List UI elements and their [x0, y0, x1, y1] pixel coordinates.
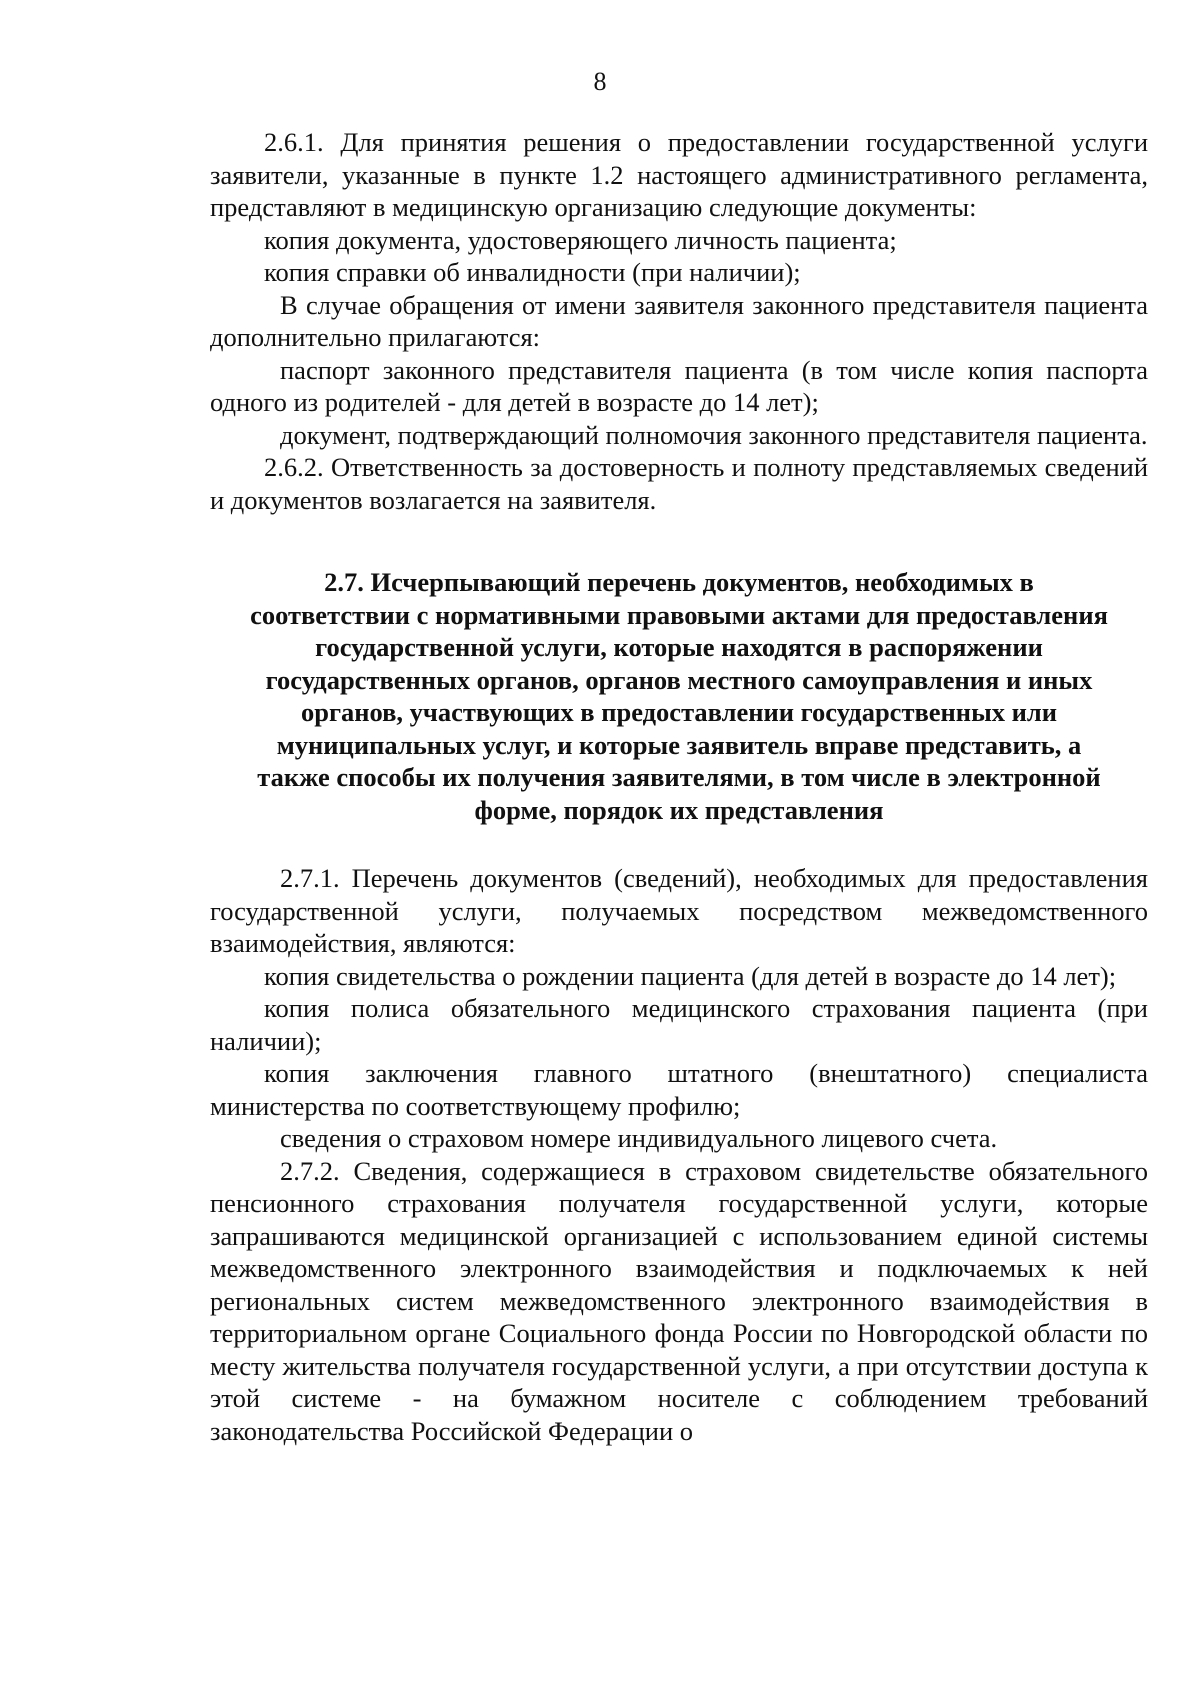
page-number: 8: [593, 67, 607, 96]
document-body: [210, 126, 1148, 1447]
paragraph-2-6-2: 2.6.2. Ответственность за достоверность и полноту представляемых сведений и документов возлагается на заявителя.: [210, 452, 1148, 515]
paragraph-2-7-1: 2.7.1. Перечень документов (сведений), необходимых для предоставления государственной услуги, получаемых посредством межведомственного взаимодействия, являются:: [210, 863, 1148, 958]
list-item-snils: сведения о страховом номере индивидуального лицевого счета.: [280, 1123, 998, 1153]
list-item-birth-certificate: копия свидетельства о рождении пациента (для детей в возрасте до 14 лет);: [264, 960, 1117, 991]
list-item-representative-passport: паспорт законного представителя пациента (в том числе копия паспорта одного из родителей - для детей в возрасте до 14 лет);: [210, 354, 1148, 417]
list-item-identity-document: копия документа, удостоверяющего личность пациента;: [264, 224, 897, 255]
paragraph-legal-representative: В случае обращения от имени заявителя законного представителя пациента дополнительно прилагаются:: [210, 289, 1148, 352]
paragraph-2-6-1: 2.6.1. Для принятия решения о предоставлении государственной услуги заявители, указанные в пункте 1.2 настоящего административного регламента, представляют в медицинскую организацию следующие документы:: [210, 127, 1148, 222]
list-item-insurance-policy: копия полиса обязательного медицинского страхования пациента (при наличии);: [210, 993, 1148, 1056]
paragraph-2-7-2: 2.7.2. Сведения, содержащиеся в страховом свидетельстве обязательного пенсионного страхования получателя государственной услуги, которые запрашиваются медицинской организацией с использованием единой системы межведомственного электронного взаимодействия и подключаемых к ней региональных систем межведомственного электронного взаимодействия в территориальном органе Социального фонда России по Новгородской области по месту жительства получателя государственной услуги, а при отсутствии доступа к этой системе - на бумажном носителе с соблюдением требований законодательства Российской Федерации о: [210, 1155, 1148, 1446]
list-item-specialist-conclusion: копия заключения главного штатного (внештатного) специалиста министерства по соответствующему профилю;: [210, 1058, 1148, 1121]
section-2-7: [210, 862, 1148, 1447]
section-2-6: [210, 126, 1148, 516]
list-item-authority-document: документ, подтверждающий полномочия законного представителя пациента.: [280, 419, 1148, 450]
list-item-disability-certificate: копия справки об инвалидности (при наличии);: [264, 257, 801, 287]
section-heading-2-7: 2.7. Исчерпывающий перечень документов, необходимых в соответствии с нормативными правовыми актами для предоставления государственной услуги, которые находятся в распоряжении государственных органов, органов местного самоуправления и иных органов, участвующих в предоставлении государственных или муниципальных услуг, и которые заявитель вправе представить, а также способы их получения заявителями, в том числе в электронной форме, порядок их представления: [250, 567, 1108, 825]
